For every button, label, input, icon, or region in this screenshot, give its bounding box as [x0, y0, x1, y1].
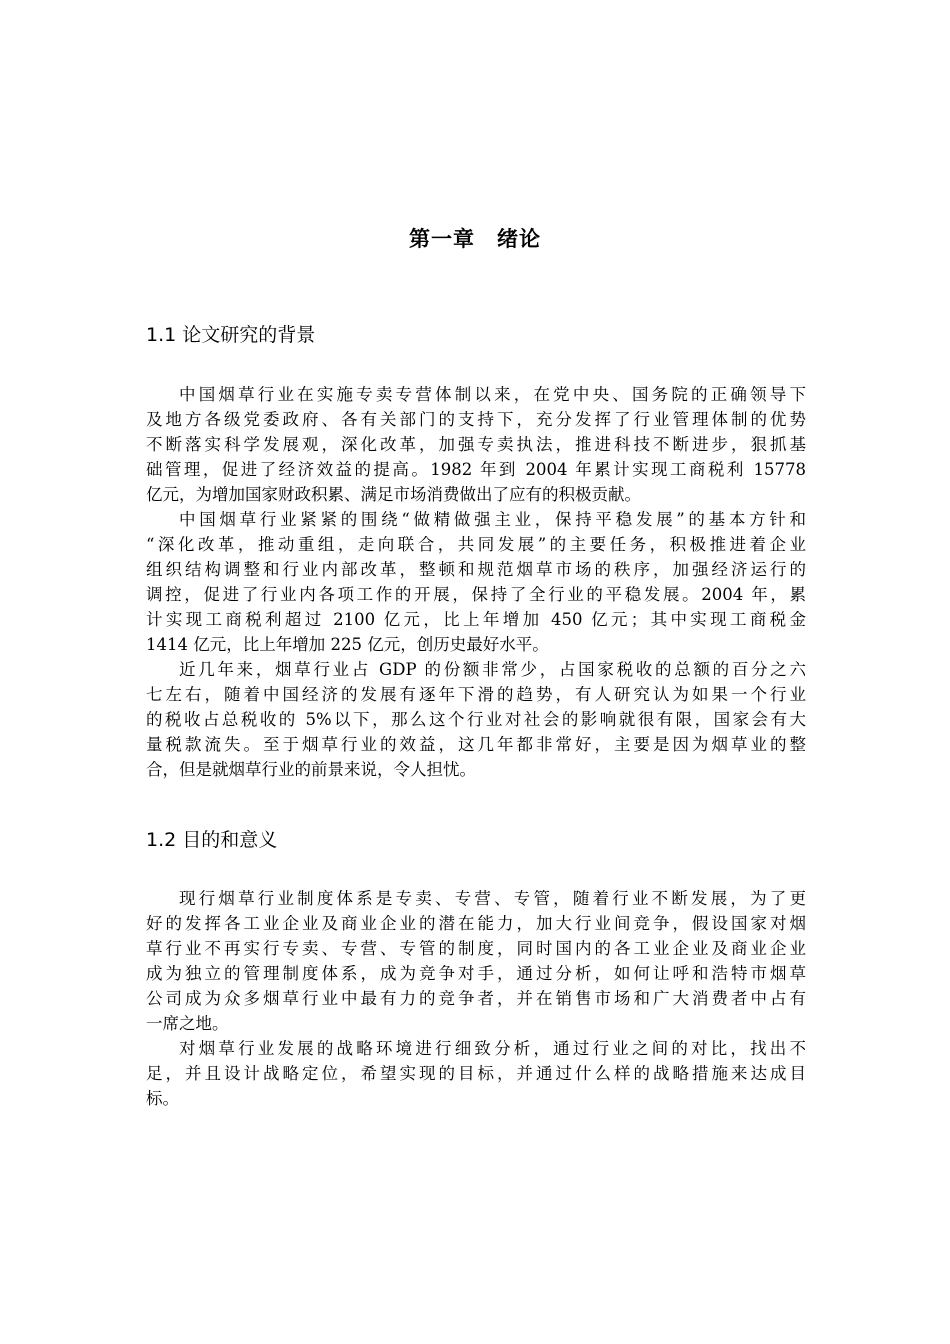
text-line: 亿元，为增加国家财政积累、满足市场消费做出了应有的积极贡献。: [146, 485, 641, 504]
text-line: 草行业不再实行专卖、专营、专管的制度，同时国内的各工业企业及商业企业: [146, 939, 806, 958]
paragraph: [146, 657, 806, 782]
text-line: 中国烟草行业在实施专卖专营体制以来，在党中央、国务院的正确领导下: [179, 385, 806, 404]
text-line: 合，但是就烟草行业的前景来说，令人担忧。: [146, 760, 476, 779]
text-line: 一席之地。: [146, 1014, 229, 1033]
chapter-title: 第一章 绪论: [409, 227, 541, 251]
text-line: 近几年来，烟草行业占 GDP 的份额非常少，占国家税收的总额的百分之六: [179, 660, 806, 679]
text-line: 1414 亿元，比上年增加 225 亿元，创历史最好水平。: [146, 635, 549, 654]
text-line: 现行烟草行业制度体系是专卖、专营、专管，随着行业不断发展，为了更: [179, 889, 806, 908]
text-line: 调控，促进了行业内各项工作的开展，保持了全行业的平稳发展。2004 年，累: [146, 585, 806, 604]
text-line: 对烟草行业发展的战略环境进行细致分析，通过行业之间的对比，找出不: [179, 1039, 806, 1058]
paragraph: [146, 507, 806, 657]
text-line: 好的发挥各工业企业及商业企业的潜在能力，加大行业间竞争，假设国家对烟: [146, 914, 806, 933]
section-body-purpose: [146, 886, 806, 1111]
text-line: 成为独立的管理制度体系，成为竞争对手，通过分析，如何让呼和浩特市烟草: [146, 964, 806, 983]
paragraph: [146, 886, 806, 1036]
text-line: 足，并且设计战略定位，希望实现的目标，并通过什么样的战略措施来达成目: [146, 1064, 806, 1083]
paragraph: [146, 1036, 806, 1111]
text-line: 础管理，促进了经济效益的提高。1982 年到 2004 年累计实现工商税利 15778: [146, 460, 806, 479]
text-line: “深化改革，推动重组，走向联合，共同发展”的主要任务，积极推进着企业: [146, 535, 806, 554]
text-line: 公司成为众多烟草行业中最有力的竞争者，并在销售市场和广大消费者中占有: [146, 989, 806, 1008]
paragraph: [146, 382, 806, 507]
section-heading-background: 1.1 论文研究的背景: [146, 324, 316, 346]
text-line: 中国烟草行业紧紧的围绕“做精做强主业，保持平稳发展”的基本方针和: [179, 510, 806, 529]
text-line: 组织结构调整和行业内部改革，整顿和规范烟草市场的秩序，加强经济运行的: [146, 560, 806, 579]
text-line: 标。: [146, 1089, 179, 1108]
text-line: 七左右，随着中国经济的发展有逐年下滑的趋势，有人研究认为如果一个行业: [146, 685, 806, 704]
text-line: 量税款流失。至于烟草行业的效益，这几年都非常好，主要是因为烟草业的整: [146, 735, 806, 754]
text-line: 计实现工商税利超过 2100 亿元，比上年增加 450 亿元；其中实现工商税金: [146, 610, 806, 629]
section-body-background: [146, 382, 806, 782]
text-line: 的税收占总税收的 5%以下，那么这个行业对社会的影响就很有限，国家会有大: [146, 710, 806, 729]
text-line: 及地方各级党委政府、各有关部门的支持下，充分发挥了行业管理体制的优势: [146, 410, 806, 429]
section-heading-purpose: 1.2 目的和意义: [146, 829, 278, 851]
text-line: 不断落实科学发展观，深化改革，加强专卖执法，推进科技不断进步，狠抓基: [146, 435, 806, 454]
